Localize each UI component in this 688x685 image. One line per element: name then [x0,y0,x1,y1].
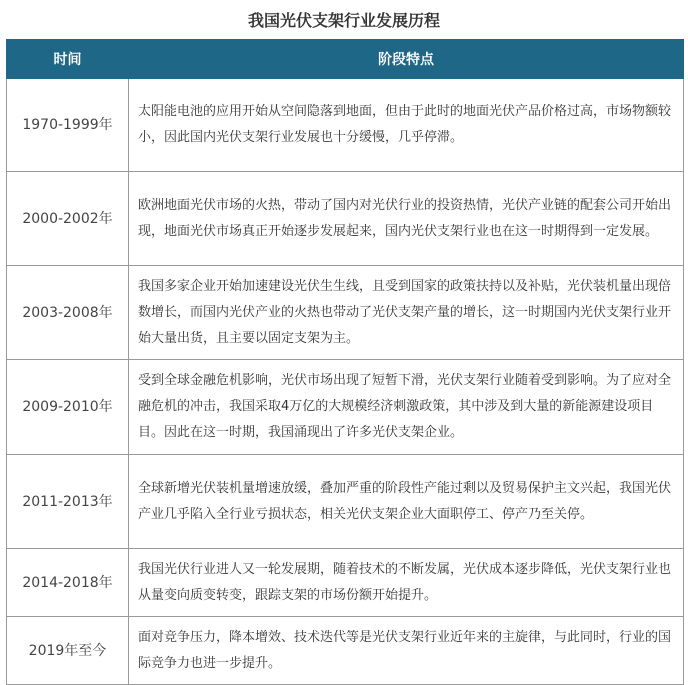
table-row [7,617,684,685]
row-description: 欧洲地面光伏市场的火热，带动了国内对光伏行业的投资热情，光伏产业链的配套公司开始出现，地面光伏市场真正开始逐步发展起来，国内光伏支架行业也在这一时期得到一定发展。 [129,172,684,266]
table-row [7,549,684,617]
row-time: 2009-2010年 [7,360,129,455]
row-description: 面对竞争压力，降本增效、技术迭代等是光伏支架行业近年来的主旋律，与此同时，行业的国际竞争力也进一步提升。 [129,617,684,685]
row-description: 受到全球金融危机影响，光伏市场出现了短暂下滑，光伏支架行业随着受到影响。为了应对全融危机的冲击，我国采取4万亿的大规模经济刺激政策，其中涉及到大量的新能源建设项目目。因此在这一时期，我国涌现出了许多光伏支架企业。 [129,360,684,455]
table-header-row [7,40,684,79]
row-description: 我国多家企业开始加速建设光伏生生线，且受到国家的政策扶持以及补贴，光伏装机量出现倍数增长，而国内光伏产业的火热也带动了光伏支架产量的增长，这一时期国内光伏支架行业开始大量出货，且主要以固定支架为主。 [129,266,684,360]
table-row [7,266,684,360]
row-time: 2000-2002年 [7,172,129,266]
row-time: 2014-2018年 [7,549,129,617]
table-row [7,79,684,172]
table-row [7,360,684,455]
row-description: 全球新增光伏装机量增速放缓，叠加严重的阶段性产能过剩以及贸易保护主文兴起，我国光伏产业几乎陷入全行业亏损状态，相关光伏支架企业大面职停工、停产乃至关停。 [129,455,684,549]
row-time: 2011-2013年 [7,455,129,549]
page-title: 我国光伏支架行业发展历程 [247,10,440,30]
row-time: 1970-1999年 [7,79,129,172]
row-time: 2003-2008年 [7,266,129,360]
row-description: 太阳能电池的应用开始从空间隐落到地面，但由于此时的地面光伏产品价格过高，市场物额较小，因此国内光伏支架行业发展也十分缓慢，几乎停滞。 [129,79,684,172]
row-description: 我国光伏行业进人又一轮发展期，随着技术的不断发属，光伏成本逐步降低，光伏支架行业也从量变向质变转变，跟踪支架的市场份额开始提升。 [129,549,684,617]
header-time: 时间 [7,40,129,79]
table-row [7,172,684,266]
table-row [7,455,684,549]
row-time: 2019年至今 [7,617,129,685]
history-table [6,39,684,685]
header-features: 阶段特点 [129,40,684,79]
